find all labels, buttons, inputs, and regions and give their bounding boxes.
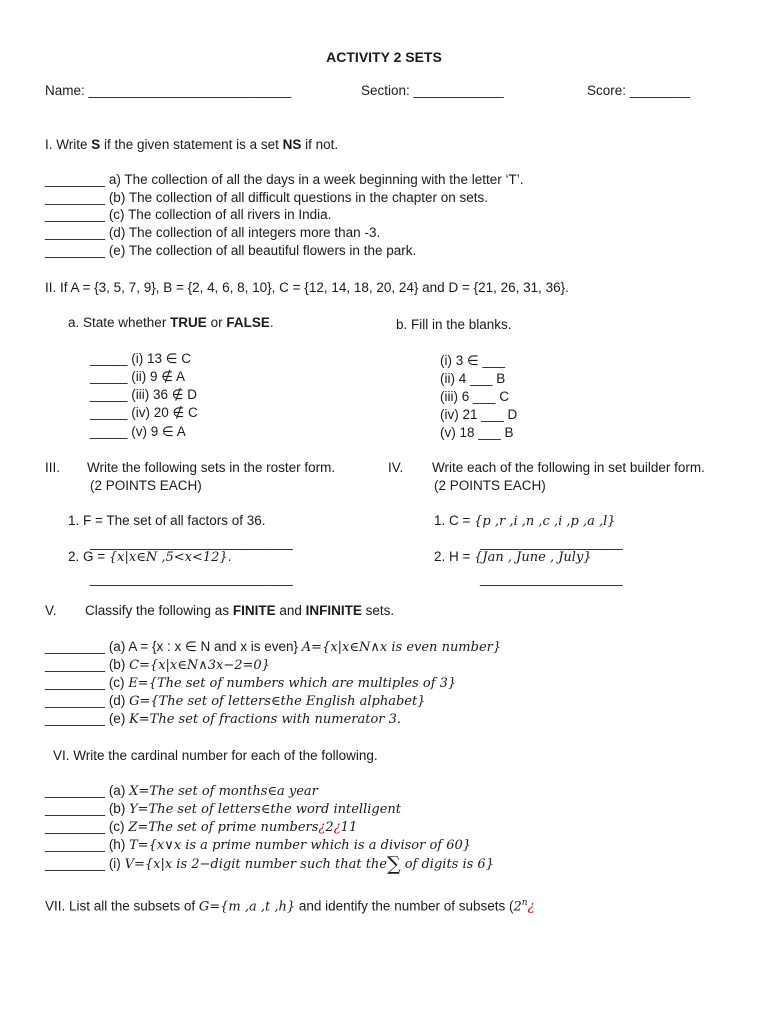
part2b-item[interactable]: (iv) 21 ___ D xyxy=(440,407,518,422)
part5-number: V. xyxy=(45,603,57,618)
part6-item[interactable] xyxy=(45,800,401,819)
part2b-item[interactable]: (v) 18 ___ B xyxy=(440,425,514,440)
summation-symbol: ∑ xyxy=(387,853,401,875)
part4-item-1-math: {p ,r ,i ,n ,c ,i ,p ,a ,l} xyxy=(474,514,616,529)
part2a-item[interactable]: _____ (i) 13 ∈ C xyxy=(90,351,192,366)
part7-instruction xyxy=(45,894,535,917)
part2a-heading-pre: a. State whether xyxy=(68,315,171,330)
part5-item-math: A={x|x∈N∧x is even number} xyxy=(301,640,502,655)
part2b-item[interactable]: (ii) 4 ___ B xyxy=(440,371,506,386)
part3-item-2-post: . xyxy=(227,549,232,564)
part4-item-1 xyxy=(434,512,616,531)
part6-item-math: V={x|x is 2−digit number such that the xyxy=(124,857,387,872)
part2a-item[interactable]: _____ (v) 9 ∈ A xyxy=(90,424,186,439)
part3-blank-2[interactable]: ___________________________ xyxy=(90,571,293,586)
part5-item[interactable] xyxy=(45,692,425,711)
part1-instruction xyxy=(45,136,338,154)
part3-item-2-label: 2. G = xyxy=(68,549,109,564)
part6-item[interactable] xyxy=(45,782,318,801)
part6-glyph: ¿ xyxy=(333,820,341,835)
part2a-item[interactable]: _____ (iii) 36 ∉ D xyxy=(90,387,198,402)
part6-item-text: ________ (a) xyxy=(45,783,130,798)
part4-blank-1[interactable]: ___________________ xyxy=(480,535,623,550)
part6-item-text: ________ (c) xyxy=(45,819,129,834)
part4-blank-2[interactable]: ___________________ xyxy=(480,571,623,586)
part6-item[interactable] xyxy=(45,836,471,855)
part6-item-text: ________ (b) xyxy=(45,801,130,816)
part5-item-math: C={x|x∈N∧3x−2=0} xyxy=(129,658,270,673)
part5-item-text: ________ (e) xyxy=(45,711,130,726)
part2b-item[interactable]: (iii) 6 ___ C xyxy=(440,389,510,404)
part7-glyph: ¿ xyxy=(527,899,535,915)
part3-item-2-math: {x|x∈N ,5<x<12} xyxy=(108,550,228,565)
part5-item[interactable] xyxy=(45,710,401,729)
part5-item-math: G={The set of letters∈the English alphabet} xyxy=(129,694,426,709)
part5-item[interactable] xyxy=(45,674,456,693)
part6-item[interactable] xyxy=(45,818,357,837)
part2a-heading xyxy=(68,314,274,332)
part1-item[interactable]: ________ (c) The collection of all rivers in India. xyxy=(45,207,332,222)
part6-heading: VI. Write the cardinal number for each of the following. xyxy=(53,748,378,763)
part5-item[interactable] xyxy=(45,656,270,675)
part6-item-text: ________ (h) xyxy=(45,837,130,852)
part4-item-1-label: 1. C = xyxy=(434,513,475,528)
name-field[interactable]: Name: ___________________________ xyxy=(45,83,292,98)
part5-heading-pre: Classify the following as xyxy=(85,603,233,618)
false-label: FALSE xyxy=(226,315,270,330)
part3-number: III. xyxy=(45,460,61,475)
part7-superscript: n xyxy=(521,898,528,908)
part1-item[interactable]: ________ (b) The collection of all difficult questions in the chapter on sets. xyxy=(45,190,489,205)
part1-item[interactable]: ________ (e) The collection of all beautiful flowers in the park. xyxy=(45,243,417,258)
part1-s-label: S xyxy=(91,137,101,152)
part1-item[interactable]: ________ a) The collection of all the days in a week beginning with the letter ‘T’. xyxy=(45,172,524,187)
part1-instruction-post: if not. xyxy=(301,137,339,152)
part5-item[interactable] xyxy=(45,638,501,657)
true-label: TRUE xyxy=(170,315,207,330)
part5-item-math: E={The set of numbers which are multiples of 3} xyxy=(128,676,457,691)
part2-given: II. If A = {3, 5, 7, 9}, B = {2, 4, 6, 8, 10}, C = {12, 14, 18, 20, 24} and D = {21, 26, 31, 36}. xyxy=(45,280,569,295)
part4-heading: Write each of the following in set builder form. xyxy=(432,460,705,475)
part6-item-text: ________ (i) xyxy=(45,856,125,871)
part6-item-math: Y=The set of letters∈the word intelligent xyxy=(129,802,401,817)
part4-number: IV. xyxy=(388,460,404,475)
part4-item-2 xyxy=(434,548,592,567)
part6-item-math: T={x∨x is a prime number which is a divisor of 60} xyxy=(129,838,472,853)
part5-and: and xyxy=(275,603,306,618)
part1-instruction-pre: I. Write xyxy=(45,137,92,152)
part7-text-pre: VII. List all the subsets of xyxy=(45,898,199,914)
part5-item-text: ________ (a) A = {x : x ∈ N and x is even} xyxy=(45,639,302,654)
part6-item-math: Z=The set of prime numbers xyxy=(128,820,319,835)
part7-math: G={m ,a ,t ,h} xyxy=(198,899,296,915)
part3-heading: Write the following sets in the roster form. xyxy=(87,460,336,475)
part4-item-2-label: 2. H = xyxy=(434,549,475,564)
part6-item-tail: of digits is 6} xyxy=(400,857,494,872)
part1-instruction-mid: if the given statement is a set xyxy=(100,137,283,152)
part2a-item[interactable]: _____ (iv) 20 ∉ C xyxy=(90,405,198,420)
part5-item-math: K=The set of fractions with numerator 3. xyxy=(129,712,402,727)
part6-item-tail: 11 xyxy=(340,820,358,835)
page-title: ACTIVITY 2 SETS xyxy=(326,49,442,65)
part7-text-mid: and identify the number of subsets ( xyxy=(295,898,514,914)
part2b-item[interactable]: (i) 3 ∈ ___ xyxy=(440,353,506,368)
part7-formula: 2 xyxy=(513,899,522,915)
part3-points: (2 POINTS EACH) xyxy=(90,478,202,493)
part4-points: (2 POINTS EACH) xyxy=(434,478,546,493)
part1-item[interactable]: ________ (d) The collection of all integers more than -3. xyxy=(45,225,381,240)
part2a-dot: . xyxy=(269,315,274,330)
part2a-or: or xyxy=(206,315,227,330)
part5-heading-post: sets. xyxy=(361,603,395,618)
part3-item-1: 1. F = The set of all factors of 36. xyxy=(68,513,266,528)
part5-item-text: ________ (c) xyxy=(45,675,129,690)
part6-item-mid: 2 xyxy=(325,820,334,835)
part5-item-text: ________ (d) xyxy=(45,693,130,708)
part3-blank-1[interactable]: ___________________________ xyxy=(90,535,293,550)
finite-label: FINITE xyxy=(232,603,276,618)
part3-item-2 xyxy=(68,548,231,567)
infinite-label: INFINITE xyxy=(305,603,362,618)
part5-heading xyxy=(85,602,394,620)
part6-item-math: X=The set of months∈a year xyxy=(129,784,318,799)
score-field[interactable]: Score: ________ xyxy=(587,83,690,98)
part6-item[interactable] xyxy=(45,855,494,874)
part2a-item[interactable]: _____ (ii) 9 ∉ A xyxy=(90,369,186,384)
part5-item-text: ________ (b) xyxy=(45,657,130,672)
part1-ns-label: NS xyxy=(282,137,302,152)
part4-item-2-math: {Jan , June , July} xyxy=(474,550,592,565)
part2b-heading: b. Fill in the blanks. xyxy=(396,317,512,332)
part6-glyph: ¿ xyxy=(318,820,326,835)
section-field[interactable]: Section: ____________ xyxy=(361,83,504,98)
